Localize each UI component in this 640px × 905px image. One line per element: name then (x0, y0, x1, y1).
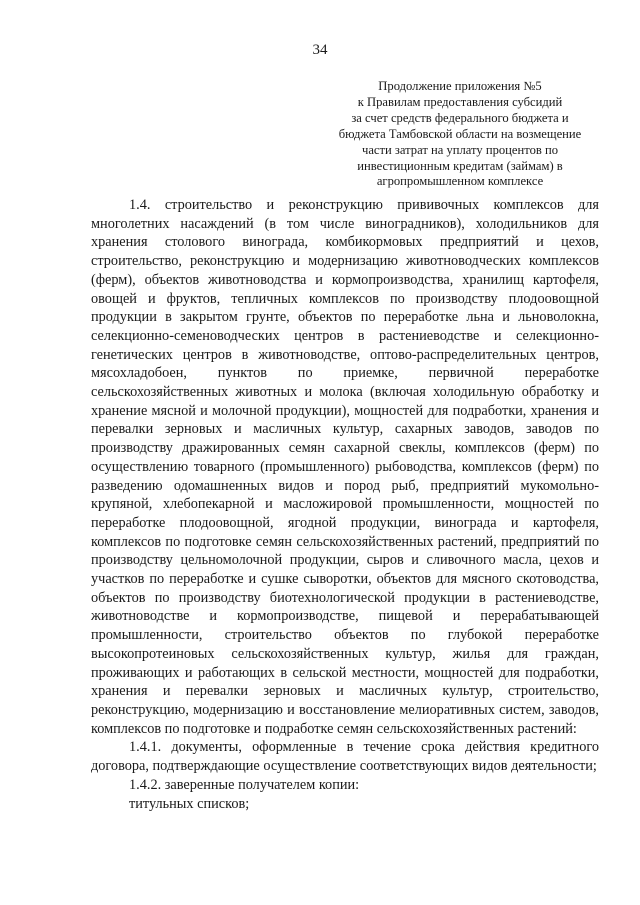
appendix-header-line: инвестиционным кредитам (займам) в (357, 158, 563, 173)
appendix-header-line: к Правилам предоставления субсидий (357, 94, 563, 109)
appendix-header-line: части затрат на уплату процентов по (361, 142, 559, 157)
appendix-header-line: за счет средств федерального бюджета и (351, 110, 569, 125)
paragraph-1-4: 1.4. строительство и реконструкцию прививочных комплексов для многолетних насаждений (в том числе виноградников), холодильников для хранения столового винограда, комбикормовых предприятий и цехов, строительство, реконструкцию и модернизацию животноводческих комплексов (ферм), объектов животноводства и кормопроизводства, хранилищ картофеля, овощей и фруктов, тепличных комплексов по производству плодоовощной продукции в закрытом грунте, объектов по переработке льна и льноволокна, селекционно-семеноводческих центров в растениеводстве и селекционно-генетических центров в животноводстве, оптово-распределительных центров, мясохладобоен, пунктов по приемке, первичной переработке сельскохозяйственных животных и молока (включая холодильную обработку и хранение мясной и молочной продукции), мощностей для подработки, хранения и перевалки зерновых и масличных культур, сахарных заводов, заводов по производству дражированных семян сахарной свеклы, комплексов (ферм) по осуществлению товарного (промышленного) рыбоводства, комплексов (ферм) по разведению одомашненных видов и пород рыб, предприятий мукомольно-крупяной, хлебопекарной и масложировой промышленности, мощностей по переработке плодоовощной, ягодной продукции, винограда и картофеля, комплексов по подготовке семян сельскохозяйственных растений, предприятий по производству цельномолочной продукции, сыров и сливочного масла, цехов и участков по переработке и сушке сыворотки, объектов для мясного скотоводства, объектов по производству биотехнологической продукции в растениеводстве, животноводстве и кормопроизводстве, пищевой и перерабатывающей промышленности, строительство объектов по глубокой переработке высокопротеиновых сельскохозяйственных культур, жилья для граждан, проживающих и работающих в сельской местности, мощностей для подработки, хранения и перевалки зерновых и масличных культур, строительство, реконструкцию, модернизацию и восстановление мелиоративных систем, заводов, комплексов по подготовке и подработке семян сельскохозяйственных растений: (91, 197, 599, 737)
appendix-header-line: Продолжение приложения №5 (378, 79, 542, 93)
appendix-header-line: бюджета Тамбовской области на возмещение (338, 126, 582, 141)
paragraph-1-4-1: 1.4.1. документы, оформленные в течение срока действия кредитного договора, подтверждающие осуществление соответствующих видов деятельности; (91, 739, 599, 775)
appendix-header-line: агропромышленном комплексе (376, 174, 544, 189)
paragraph-title-lists: титульных списков; (129, 795, 250, 812)
document-body (91, 196, 599, 813)
paragraph-1-4-2: 1.4.2. заверенные получателем копии: (129, 776, 360, 793)
appendix-header (330, 79, 590, 190)
page-number: 34 (312, 42, 328, 58)
